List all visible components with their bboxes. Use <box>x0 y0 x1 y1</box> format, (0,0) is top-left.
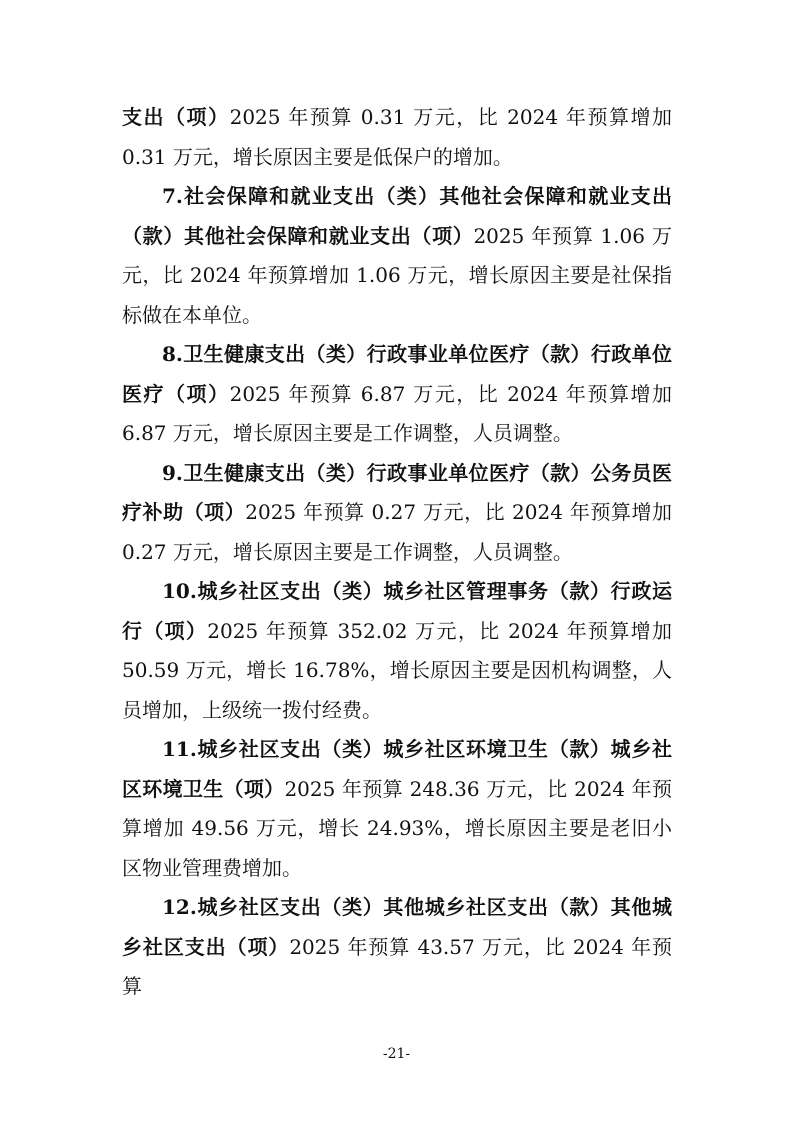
paragraph-10 <box>122 572 672 730</box>
paragraph-text: 2025 年预算 43.57 万元，比 2024 年预算 <box>122 934 673 998</box>
paragraph-heading: 9.卫生健康支出（类）行政事业单位医疗（款）公务员医疗补助（项） <box>122 460 672 524</box>
paragraph-text: 2025 年预算 1.06 万元，比 2024 年预算增加 1.06 万元，增长原因主要是社保指标做在本单位。 <box>122 223 672 327</box>
paragraph-heading: 10.城乡社区支出（类）城乡社区管理事务（款）行政运行（项） <box>122 579 672 643</box>
paragraph-heading: 12.城乡社区支出（类）其他城乡社区支出（款）其他城乡社区支出（项） <box>122 895 672 959</box>
paragraph-text: 2025 年预算 6.87 万元，比 2024 年预算增加 6.87 万元，增长原因主要是工作调整，人员调整。 <box>122 381 672 445</box>
paragraph-heading: 7.社会保障和就业支出（类）其他社会保障和就业支出（款）其他社会保障和就业支出（项） <box>122 184 672 248</box>
paragraph-7 <box>122 177 672 335</box>
paragraph-text: 2025 年预算 0.31 万元，比 2024 年预算增加 0.31 万元，增长原因主要是低保户的增加。 <box>122 105 672 169</box>
paragraph-text: 2025 年预算 248.36 万元，比 2024 年预算增加 49.56 万元，增长 24.93%，增长原因主要是老旧小区物业管理费增加。 <box>122 776 672 880</box>
paragraph-heading: 8.卫生健康支出（类）行政事业单位医疗（款）行政单位医疗（项） <box>122 342 672 406</box>
paragraph-continued <box>122 98 672 177</box>
paragraph-9 <box>122 454 672 573</box>
paragraph-heading: 11.城乡社区支出（类）城乡社区环境卫生（款）城乡社区环境卫生（项） <box>122 737 672 801</box>
paragraph-12 <box>122 888 672 1007</box>
paragraph-text: 2025 年预算 0.27 万元，比 2024 年预算增加 0.27 万元，增长原因主要是工作调整，人员调整。 <box>122 500 673 564</box>
paragraph-heading: 支出（项） <box>122 105 230 129</box>
paragraph-11 <box>122 730 672 888</box>
paragraph-8 <box>122 335 672 454</box>
paragraph-text: 2025 年预算 352.02 万元，比 2024 年预算增加 50.59 万元，增长 16.78%，增长原因主要是因机构调整，人员增加，上级统一拨付经费。 <box>122 618 672 722</box>
page-number: -21- <box>382 1046 411 1062</box>
document-body <box>122 98 672 1007</box>
